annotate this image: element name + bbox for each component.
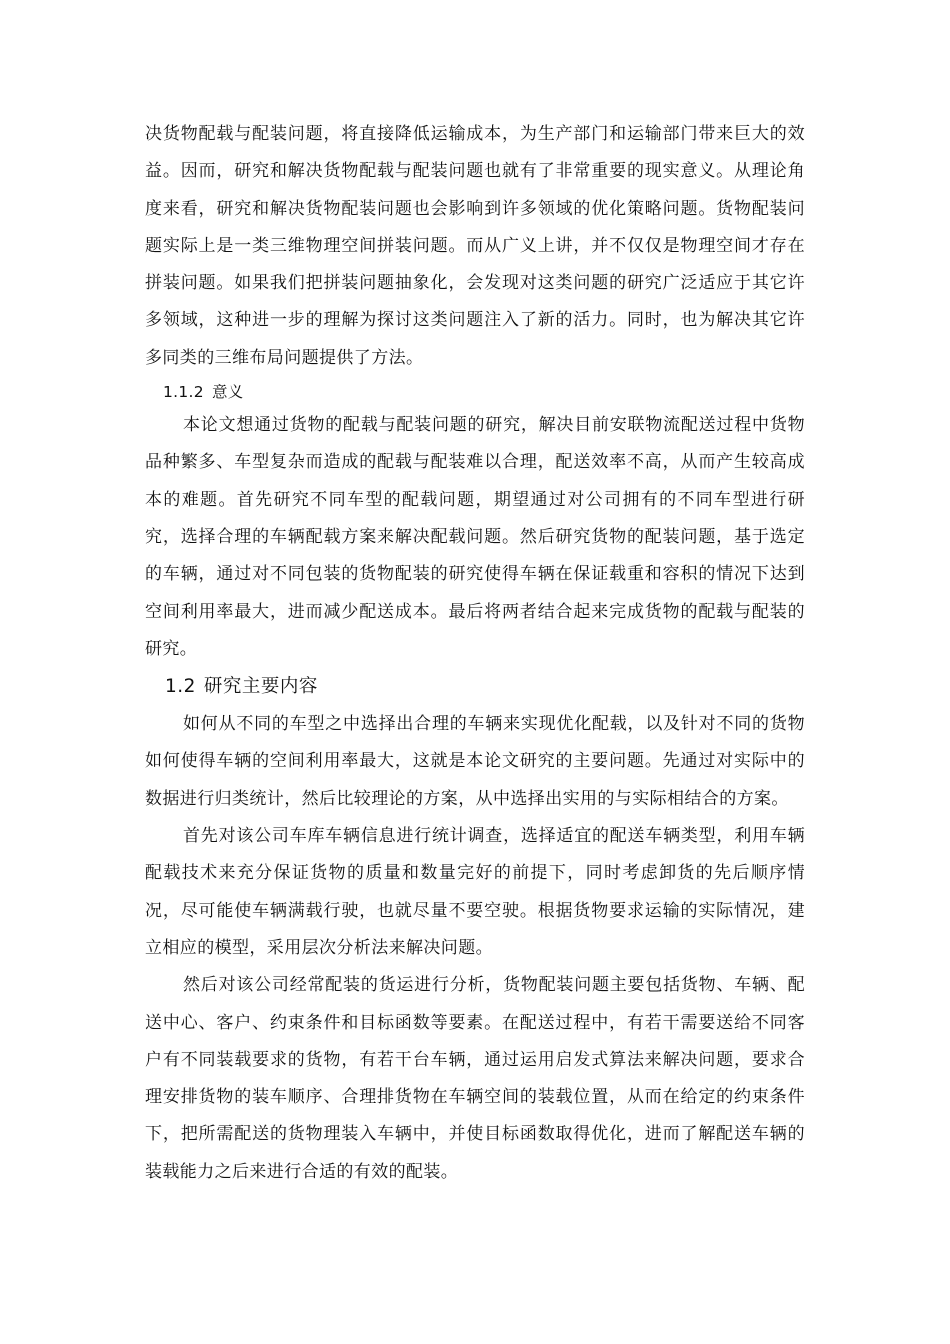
section-heading-1-1-2: [145, 377, 805, 407]
section-title: 研究主要内容: [203, 676, 318, 698]
paragraph-vehicle-loading: 首先对该公司车库车辆信息进行统计调查，选择适宜的配送车辆类型，利用车辆配载技术来充分保证货物的质量和数量完好的前提下，同时考虑卸货的先后顺序情况，尽可能使车辆满载行驶，也就尽量不要空驶。根据货物要求运输的实际情况，建立相应的模型，采用层次分析法来解决问题。: [145, 826, 805, 958]
section-number: 1.2: [165, 676, 196, 698]
paragraph-cargo-packing: 然后对该公司经常配装的货运进行分析，货物配装问题主要包括货物、车辆、配送中心、客户、约束条件和目标函数等要素。在配送过程中，有若干需要送给不同客户有不同装载要求的货物，有若干台车辆，通过运用启发式算法来解决问题，要求合理安排货物的装车顺序、合理排货物在车辆空间的装载位置，从而在给定的约束条件下，把所需配送的货物理装入车辆中，并使目标函数取得优化，进而了解配送车辆的装载能力之后来进行合适的有效的配装。: [145, 975, 805, 1182]
paragraph-significance-continued: 决货物配载与配装问题，将直接降低运输成本，为生产部门和运输部门带来巨大的效益。因而，研究和解决货物配载与配装问题也就有了非常重要的现实意义。从理论角度来看，研究和解决货物配装问题也会影响到许多领域的优化策略问题。货物配装问题实际上是一类三维物理空间拼装问题。而从广义上讲，并不仅仅是物理空间才存在拼装问题。如果我们把拼装问题抽象化，会发现对这类问题的研究广泛适应于其它许多领域，这种进一步的理解为探讨这类问题注入了新的活力。同时，也为解决其它许多同类的三维布局问题提供了方法。: [145, 124, 805, 368]
section-heading-1-2: [145, 668, 805, 706]
paragraph-main-content-intro: 如何从不同的车型之中选择出合理的车辆来实现优化配载，以及针对不同的货物如何使得车辆的空间利用率最大，这就是本论文研究的主要问题。先通过对实际中的数据进行归类统计，然后比较理论的方案，从中选择出实用的与实际相结合的方案。: [145, 714, 805, 809]
document-body: [145, 116, 805, 1191]
paragraph-meaning: 本论文想通过货物的配载与配装问题的研究，解决目前安联物流配送过程中货物品种繁多、车型复杂而造成的配载与配装难以合理，配送效率不高，从而产生较高成本的难题。首先研究不同车型的配载问题，期望通过对公司拥有的不同车型进行研究，选择合理的车辆配载方案来解决配载问题。然后研究货物的配装问题，基于选定的车辆，通过对不同包装的货物配装的研究使得车辆在保证载重和容积的情况下达到空间利用率最大，进而减少配送成本。最后将两者结合起来完成货物的配载与配装的研究。: [145, 415, 805, 659]
section-number: 1.1.2: [163, 383, 204, 402]
section-title: 意义: [211, 383, 244, 402]
